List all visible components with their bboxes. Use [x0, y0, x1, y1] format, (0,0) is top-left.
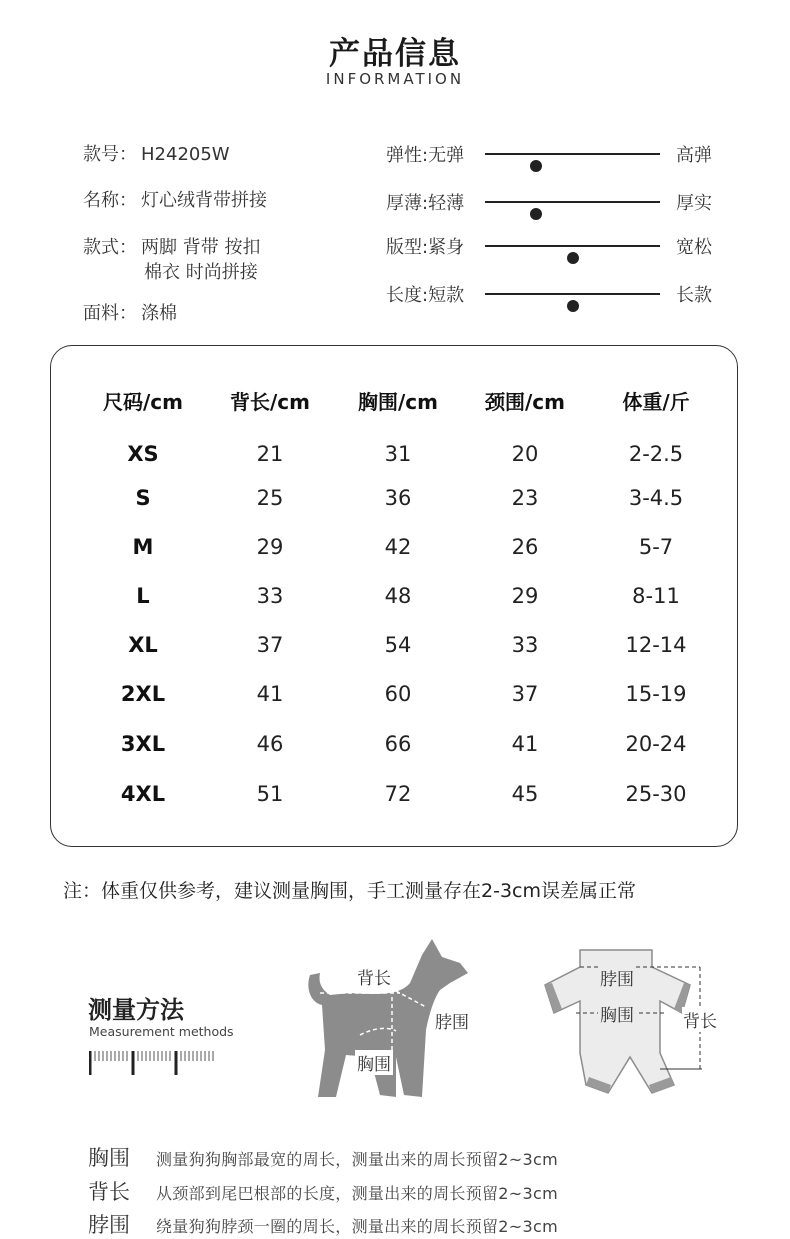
attr-knob	[567, 252, 579, 264]
cell-back-length: 29	[256, 535, 284, 559]
cell-neck: 26	[511, 535, 539, 559]
cell-chest: 48	[384, 584, 412, 608]
info-label: 面料：	[83, 303, 137, 324]
attr-right-label: 厚实	[676, 193, 712, 214]
desc-text-back: 从颈部到尾巴根部的长度，测量出来的周长预留2~3cm	[156, 1184, 558, 1203]
cell-size: M	[132, 535, 154, 559]
table-header: 背长/cm	[230, 390, 310, 414]
measurement-title: 测量方法	[88, 996, 184, 1024]
attr-right-label: 宽松	[676, 237, 712, 258]
measurement-subtitle: Measurement methods	[89, 1024, 234, 1039]
info-fabric	[83, 299, 177, 325]
cell-size: XL	[128, 633, 158, 657]
cell-size: 3XL	[120, 732, 166, 756]
attr-fit	[386, 233, 726, 263]
attr-knob	[567, 300, 579, 312]
page-title: 产品信息	[329, 36, 461, 72]
cell-chest: 54	[384, 633, 412, 657]
garment-label-chest: 胸围	[598, 1001, 636, 1026]
cell-chest: 72	[384, 782, 412, 806]
info-value: 两脚 背带 按扣	[141, 237, 261, 258]
cell-neck: 45	[511, 782, 539, 806]
cell-size: S	[135, 486, 151, 510]
weight-note: 注：体重仅供参考，建议测量胸围，手工测量存在2-3cm误差属正常	[63, 880, 636, 902]
cell-neck: 23	[511, 486, 539, 510]
attr-elasticity	[386, 141, 726, 171]
attr-knob	[530, 160, 542, 172]
page-subtitle: INFORMATION	[325, 70, 465, 88]
attr-right-label: 高弹	[676, 145, 712, 166]
desc-term-neck: 脖围	[88, 1213, 130, 1237]
info-value: H24205W	[141, 144, 230, 165]
cell-size: 4XL	[120, 782, 166, 806]
desc-term-chest: 胸围	[88, 1146, 130, 1170]
attr-label: 厚薄:轻薄	[386, 193, 465, 214]
cell-chest: 42	[384, 535, 412, 559]
info-label: 款号：	[83, 144, 137, 165]
cell-weight: 12-14	[625, 633, 687, 657]
cell-chest: 66	[384, 732, 412, 756]
desc-term-back: 背长	[88, 1180, 130, 1204]
cell-neck: 41	[511, 732, 539, 756]
desc-text-neck: 绕量狗狗脖颈一圈的周长，测量出来的周长预留2~3cm	[156, 1217, 558, 1236]
size-table	[50, 345, 738, 847]
attr-thickness	[386, 189, 726, 219]
cell-back-length: 37	[256, 633, 284, 657]
cell-neck: 20	[511, 442, 539, 466]
cell-size: 2XL	[120, 682, 166, 706]
info-value: 灯心绒背带拼接	[141, 190, 267, 211]
cell-back-length: 41	[256, 682, 284, 706]
cell-back-length: 51	[256, 782, 284, 806]
cell-back-length: 25	[256, 486, 284, 510]
dog-label-back: 背长	[355, 964, 393, 989]
garment-label-back: 背长	[682, 1007, 718, 1032]
cell-weight: 25-30	[625, 782, 687, 806]
table-header: 尺码/cm	[103, 390, 183, 414]
cell-chest: 31	[384, 442, 412, 466]
info-name	[83, 186, 267, 212]
cell-weight: 5-7	[638, 535, 674, 559]
cell-weight: 20-24	[625, 732, 687, 756]
info-value: 涤棉	[141, 303, 177, 324]
info-style	[83, 233, 260, 259]
attr-track	[485, 201, 660, 203]
table-header: 胸围/cm	[358, 390, 438, 414]
cell-neck: 29	[511, 584, 539, 608]
cell-chest: 60	[384, 682, 412, 706]
info-label: 名称：	[83, 190, 137, 211]
cell-back-length: 33	[256, 584, 284, 608]
attr-track	[485, 293, 660, 295]
cell-weight: 2-2.5	[628, 442, 684, 466]
cell-back-length: 46	[256, 732, 284, 756]
cell-neck: 33	[511, 633, 539, 657]
cell-weight: 8-11	[632, 584, 680, 608]
attr-label: 弹性:无弹	[386, 145, 465, 166]
attr-knob	[530, 208, 542, 220]
attr-label: 长度:短款	[386, 285, 465, 306]
cell-size: L	[136, 584, 150, 608]
ruler-icon	[89, 1049, 219, 1077]
garment-label-neck: 脖围	[598, 965, 636, 990]
dog-label-chest: 胸围	[355, 1050, 393, 1075]
cell-neck: 37	[511, 682, 539, 706]
info-label: 款式：	[83, 237, 137, 258]
cell-size: XS	[127, 442, 159, 466]
attr-length	[386, 281, 726, 311]
attr-track	[485, 245, 660, 247]
table-header: 体重/斤	[622, 390, 690, 414]
table-header: 颈围/cm	[485, 390, 565, 414]
cell-weight: 3-4.5	[628, 486, 684, 510]
attr-right-label: 长款	[676, 285, 712, 306]
cell-back-length: 21	[256, 442, 284, 466]
dog-label-neck: 脖围	[435, 1013, 469, 1033]
cell-chest: 36	[384, 486, 412, 510]
cell-weight: 15-19	[625, 682, 687, 706]
info-style-number	[83, 140, 230, 166]
attr-track	[485, 153, 660, 155]
attr-label: 版型:紧身	[386, 237, 465, 258]
desc-text-chest: 测量狗狗胸部最宽的周长，测量出来的周长预留2~3cm	[156, 1150, 558, 1169]
info-style-line2: 棉衣 时尚拼接	[144, 262, 258, 283]
